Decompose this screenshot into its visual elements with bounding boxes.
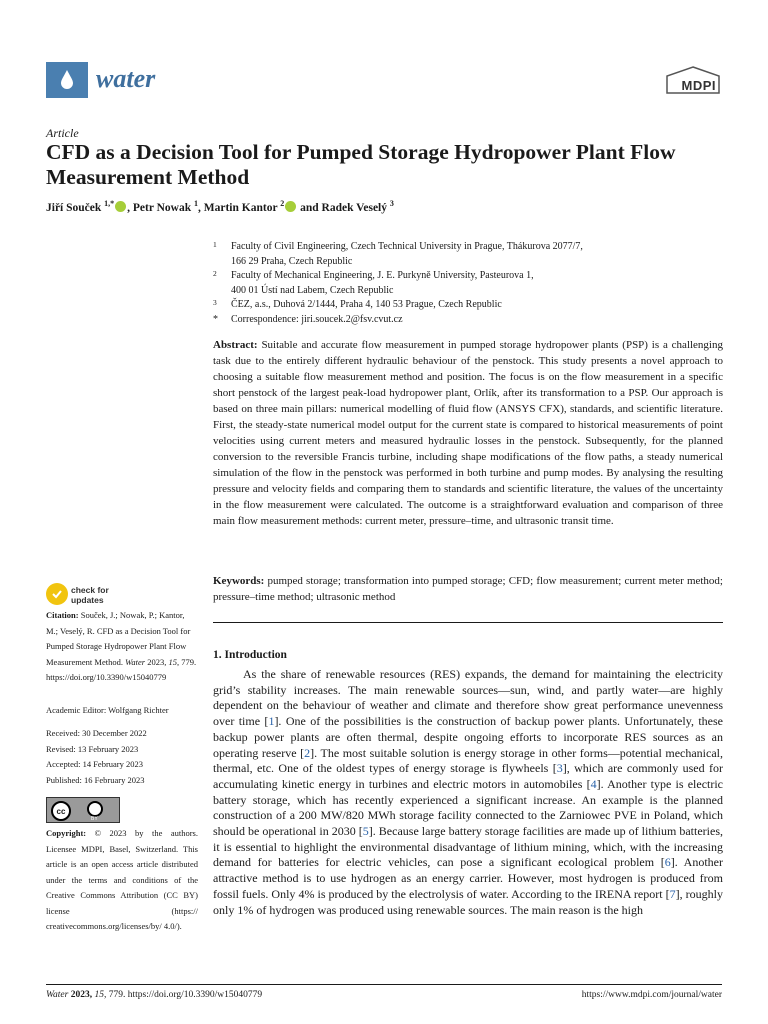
body-text: ], which are commonly used for accumulating kinetic energy in turbines and electric motors in automobiles [ bbox=[213, 761, 723, 791]
footer-journal: Water bbox=[46, 990, 69, 1000]
check-updates-line: updates bbox=[71, 595, 104, 605]
affiliation-mark: 2 bbox=[213, 269, 217, 278]
cc-icon: cc bbox=[51, 801, 71, 821]
footer-divider bbox=[46, 984, 722, 985]
footer-volume: 15 bbox=[94, 990, 104, 1000]
reference-link[interactable]: 4 bbox=[590, 776, 597, 791]
body-text: ]. One of the possibilities is the construction of backup power plants. Unfortunately, these backup power plants are often thermal, despite ongoing efforts to incorporate RES sources as an operating reserve [ bbox=[213, 714, 723, 760]
abstract-text: Suitable and accurate flow measurement in pumped storage hydropower plants (PSP) is a challenging task due to the entirely different hydraulic behaviour of the penstock. This study presents a novel approach to choosing a suitable flow measurement method and position. The focus is on the flow measurement in a specific short penstock of the largest peak-load hydropower plant, Orlík, after its transformation to a PSP. Our approach is based on three main pillars: numerical modelling of fluid flow (ANSYS CFX), standards, and scientific literature. First, the steady-state numerical model output for the current state is compared to historical measurements of point velocities using current meters and measured hydraulic losses in the penstock. Subsequently, for the planned conversion to the reversible Francis turbine, including shape modifications of the flow paths, a steady numerical simulation of the flow in the penstock was performed in both turbine and pump modes. By analysing the resulting pressure and velocity fields and comparing them to standards and scientific literature, the values of the uncertainty in the flow measurement were calculated. The outcome is a straightforward evaluation and comparison of three main flow measurement methods: current meter, pressure–time, and ultrasonic transit time. bbox=[213, 339, 723, 527]
check-updates-label bbox=[71, 585, 109, 605]
cc-by-license-badge[interactable] bbox=[46, 797, 120, 823]
attribution-person-icon bbox=[87, 801, 103, 817]
reference-link[interactable]: 6 bbox=[664, 855, 671, 870]
reference-link[interactable]: 3 bbox=[556, 761, 563, 776]
check-updates-line: check for bbox=[71, 585, 109, 595]
affiliation-item bbox=[213, 269, 723, 298]
copyright-text: © 2023 by the authors. Licensee MDPI, Basel, Switzerland. This article is an open access article distributed under the terms and conditions of the Creative Commons Attribution (CC BY) license (https:// creativecommons.org/licenses/by/ 4.0/). bbox=[46, 828, 198, 931]
citation-label: Citation: bbox=[46, 610, 79, 620]
body-text: ], roughly only 1% of hydrogen was produced using renewable sources. The main reason is the high bbox=[213, 886, 723, 917]
author-name[interactable]: , Martin Kantor bbox=[198, 201, 278, 214]
affiliation-text: ČEZ, a.s., Duhová 2/1444, Praha 4, 140 53 Prague, Czech Republic bbox=[231, 299, 502, 310]
footer-year: 2023, bbox=[68, 990, 95, 1000]
orcid-icon[interactable] bbox=[285, 201, 296, 212]
author-superscript: 3 bbox=[389, 199, 394, 208]
reference-link[interactable]: 2 bbox=[304, 745, 311, 760]
abstract-label: Abstract: bbox=[213, 339, 258, 351]
body-text: ]. Because large battery storage facilities are made up of lithium batteries, it is essential to highlight the environmental disadvantage of lithium mining, which, with the increasing demand for batteries for electric vehicles, can pose a significant ecological problem [ bbox=[213, 824, 723, 870]
copyright-label: Copyright: bbox=[46, 828, 87, 838]
citation-volume: 15 bbox=[168, 656, 177, 667]
article-type: Article bbox=[46, 126, 79, 140]
publisher-name: MDPI bbox=[681, 78, 716, 93]
affiliation-mark: 3 bbox=[213, 298, 217, 307]
reference-link[interactable]: 5 bbox=[362, 824, 369, 839]
check-for-updates-button[interactable] bbox=[46, 583, 126, 607]
footer-citation bbox=[46, 990, 262, 1000]
copyright-notice bbox=[46, 826, 198, 935]
introduction-paragraph bbox=[213, 667, 723, 918]
date-revised: Revised: 13 February 2023 bbox=[46, 743, 139, 754]
affiliation-item bbox=[213, 313, 723, 328]
reference-link[interactable]: 7 bbox=[669, 886, 676, 901]
section-divider bbox=[213, 622, 723, 623]
author-name[interactable]: and Radek Veselý bbox=[297, 201, 388, 214]
academic-editor: Academic Editor: Wolfgang Richter bbox=[46, 705, 169, 715]
affiliation-mark: * bbox=[213, 313, 218, 325]
orcid-icon[interactable] bbox=[115, 201, 126, 212]
reference-link[interactable]: 1 bbox=[268, 714, 275, 729]
author-superscript: 1,* bbox=[104, 199, 115, 208]
affiliations bbox=[213, 240, 723, 327]
paper-title: CFD as a Decision Tool for Pumped Storage Hydropower Plant Flow Measurement Method bbox=[46, 140, 676, 189]
citation-text: Souček, J.; Nowak, P.; Kantor, M.; Veselý, R. CFD as a Decision Tool for Pumped Storage Hydropower Plant Flow Measurement Method. bbox=[46, 610, 191, 667]
journal-name: water bbox=[96, 64, 156, 93]
citation-doi[interactable]: , 779. https://doi.org/10.3390/w15040779 bbox=[46, 656, 197, 682]
check-updates-icon bbox=[46, 583, 68, 605]
body-text: ]. Another attractive method is to use hydrogen as an energy carrier. However, most hydrogen is produced from fossil fuels. Only 4% is produced by the electrolysis of water. According to the IRENA report [ bbox=[213, 855, 723, 901]
publication-dates bbox=[46, 726, 198, 788]
citation-year: 2023, bbox=[145, 656, 169, 667]
section-heading: 1. Introduction bbox=[213, 649, 287, 661]
affiliation-text: 166 29 Praha, Czech Republic bbox=[231, 255, 353, 267]
author-superscript: 2 bbox=[280, 199, 285, 208]
keywords-text: pumped storage; transformation into pumped storage; CFD; flow measurement; current meter method; pressure–time method; ultrasonic method bbox=[213, 575, 723, 603]
abstract bbox=[213, 337, 723, 529]
citation-block bbox=[46, 608, 198, 686]
footer-doi[interactable]: , 779. https://doi.org/10.3390/w15040779 bbox=[103, 990, 263, 1000]
affiliation-text: 400 01 Ústí nad Labem, Czech Republic bbox=[231, 284, 394, 296]
date-received: Received: 30 December 2022 bbox=[46, 728, 147, 738]
body-text: ]. Another type is electric battery storage, which has recently experienced a significant increase. An example is the planned construction of a 200 MW/820 MWh storage facility connected to the Zarniowec PVE in Poland, which should be operational in 2030 [ bbox=[213, 776, 724, 839]
water-drop-logo-icon bbox=[46, 62, 88, 98]
author-name[interactable]: , Petr Nowak bbox=[127, 201, 192, 214]
journal-header bbox=[46, 58, 722, 102]
date-published: Published: 16 February 2023 bbox=[46, 774, 145, 785]
author-name[interactable]: Jiří Souček bbox=[46, 201, 102, 214]
affiliation-text: Faculty of Mechanical Engineering, J. E. Purkyně University, Pasteurova 1, bbox=[231, 270, 534, 281]
affiliation-item bbox=[213, 298, 723, 313]
author-list bbox=[46, 199, 726, 214]
date-accepted: Accepted: 14 February 2023 bbox=[46, 759, 144, 769]
correspondence-text[interactable]: Correspondence: jiri.soucek.2@fsv.cvut.cz bbox=[231, 313, 403, 325]
footer-journal-url[interactable]: https://www.mdpi.com/journal/water bbox=[581, 990, 722, 1000]
affiliation-mark: 1 bbox=[213, 240, 217, 249]
author-superscript: 1 bbox=[194, 199, 199, 208]
body-text: ]. The most suitable solution is energy storage in other forms—potential mechanical, thermal, etc. One of the oldest types of energy storage is flywheels [ bbox=[213, 745, 724, 776]
citation-journal: Water bbox=[125, 656, 146, 667]
keywords-label: Keywords: bbox=[213, 575, 265, 587]
affiliation-text: Faculty of Civil Engineering, Czech Technical University in Prague, Thákurova 2077/7, bbox=[231, 241, 583, 252]
body-text: As the share of renewable resources (RES) expands, the demand for maintaining the electricity grid’s stability increases. The main renewable sources—sun, wind, and partly water—are highly dependent on the behaviour of weather and climate and therefore show great performance unevenness over time [ bbox=[213, 667, 723, 729]
affiliation-item bbox=[213, 240, 723, 269]
by-label: BY bbox=[91, 816, 98, 822]
keywords bbox=[213, 573, 723, 605]
